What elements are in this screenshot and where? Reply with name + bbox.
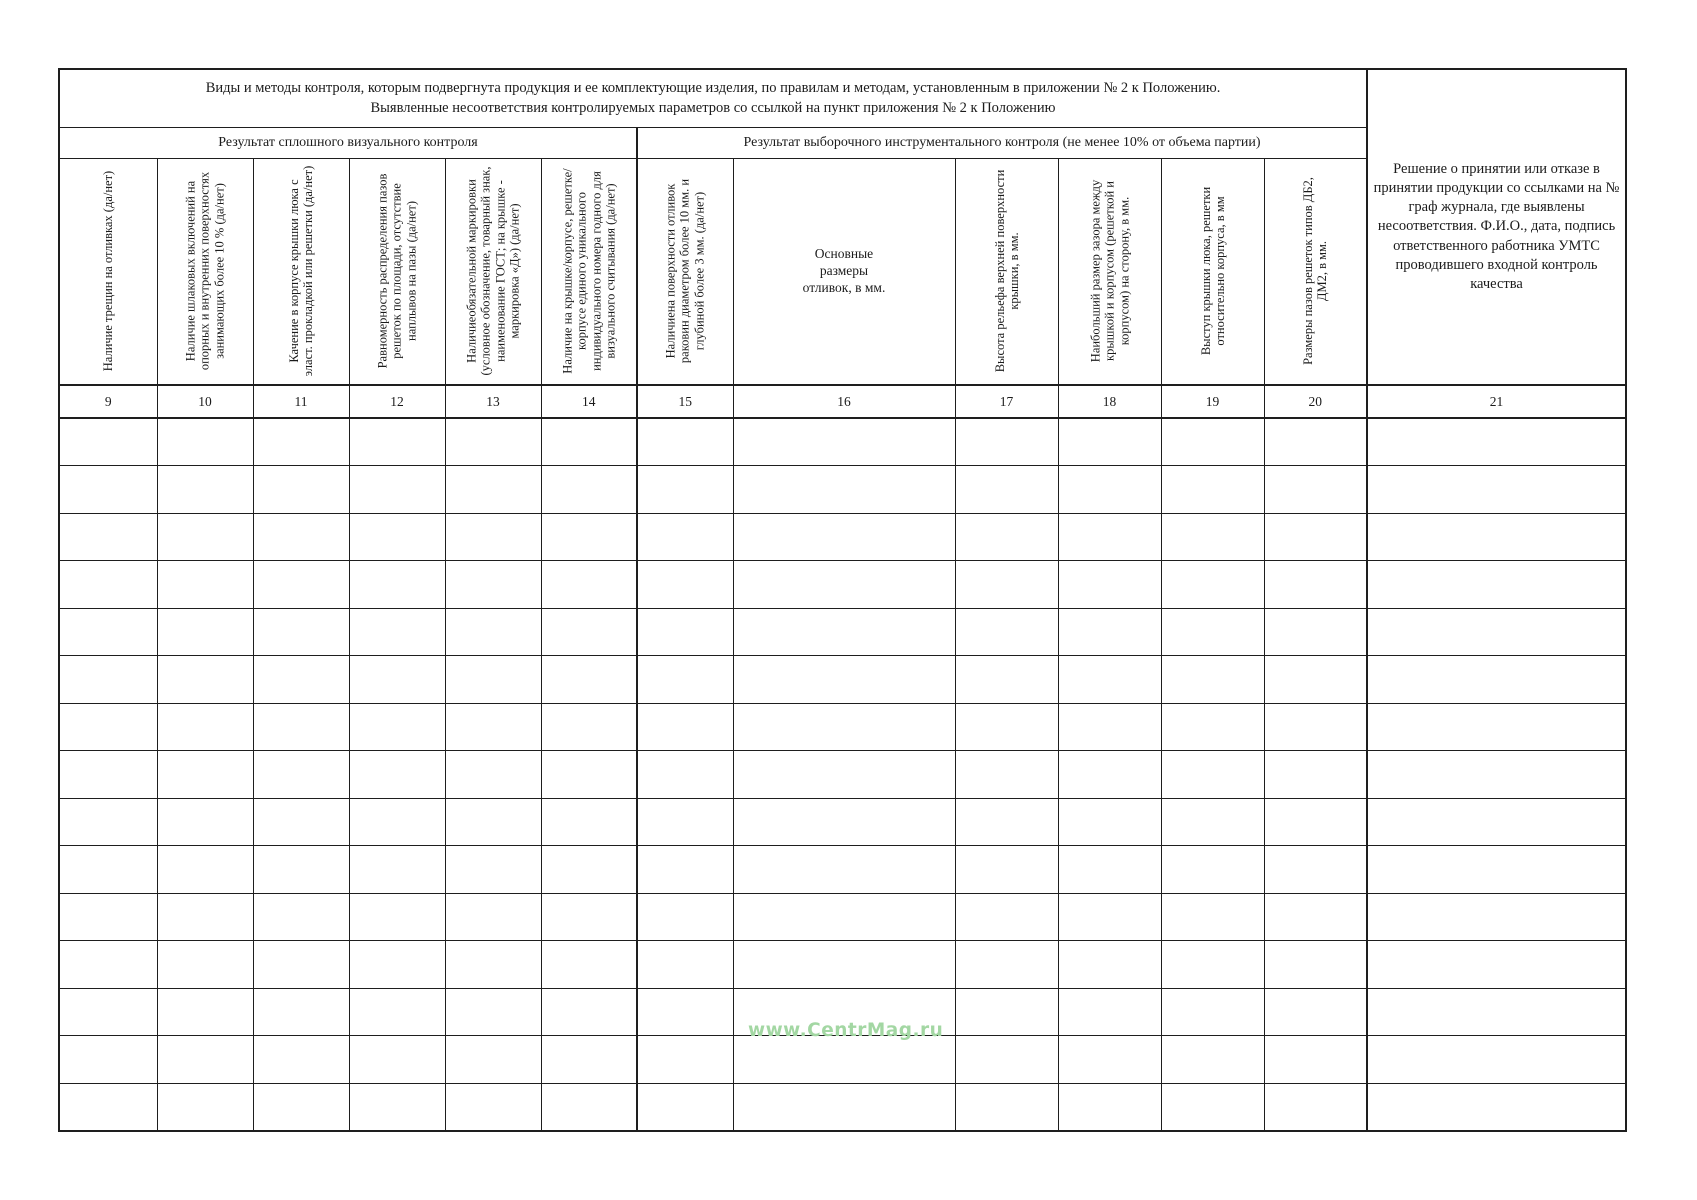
empty-cell [349,656,445,704]
empty-cell [1161,703,1264,751]
empty-cell [1161,988,1264,1036]
empty-cell [1058,893,1161,941]
empty-cell [157,941,253,989]
column-number-17: 17 [955,385,1058,418]
empty-cell [541,1036,637,1084]
empty-cell [1264,418,1367,466]
empty-cell [445,561,541,609]
table-row [59,608,1626,656]
empty-cell [445,466,541,514]
empty-cell [59,703,157,751]
main-header-line2: Выявленные несоответствия контролируемых параметров со ссылкой на пункт приложения № 2 к Положению [370,100,1056,117]
empty-cell [1161,466,1264,514]
empty-cell [59,513,157,561]
empty-cell [1264,941,1367,989]
empty-cell [637,941,733,989]
empty-cell [733,466,955,514]
empty-cell [733,561,955,609]
empty-cell [1161,798,1264,846]
column-number-20: 20 [1264,385,1367,418]
empty-cell [1264,988,1367,1036]
empty-cell [637,703,733,751]
empty-cell [253,798,349,846]
empty-cell [1367,703,1626,751]
empty-cell [59,1036,157,1084]
column-header-15: Наличиена поверхности отливок раковин диаметром более 10 мм. и глубиной более 3 мм. (да/нет) [637,158,733,385]
empty-cell [253,418,349,466]
column-header-18: Наибольший размер зазора между крышкой и корпусом (решеткой и корпусом) на сторону, в мм. [1058,158,1161,385]
empty-cell [541,893,637,941]
empty-cell [1264,1083,1367,1131]
empty-cell [541,703,637,751]
empty-cell [733,1036,955,1084]
table-row [59,656,1626,704]
column-number-16: 16 [733,385,955,418]
empty-cell [445,1036,541,1084]
column-header-16: Основные размеры отливок, в мм. [733,158,955,385]
empty-cell [1058,608,1161,656]
table-row [59,513,1626,561]
empty-cell [1161,561,1264,609]
empty-cell [1161,893,1264,941]
empty-cell [733,608,955,656]
column-header-10: Наличие шлаковых включений на опорных и внутренних поверхностях занимающих более 10 % (да/нет) [157,158,253,385]
empty-cell [955,656,1058,704]
empty-cell [955,1083,1058,1131]
empty-cell [1367,751,1626,799]
empty-cell [253,941,349,989]
column-header-12: Равномерность распределения пазов решеток по площади, отсутствие наплывов на пазы (да/нет) [349,158,445,385]
empty-cell [955,798,1058,846]
empty-cell [955,846,1058,894]
control-journal-table [58,68,1627,1132]
empty-cell [59,418,157,466]
empty-cell [59,466,157,514]
empty-cell [349,466,445,514]
empty-cell [955,466,1058,514]
empty-cell [1367,656,1626,704]
column-number-9: 9 [59,385,157,418]
empty-cell [157,513,253,561]
empty-cell [733,751,955,799]
empty-cell [445,893,541,941]
empty-cell [1367,798,1626,846]
empty-cell [1058,751,1161,799]
section-header-instrumental: Результат выборочного инструментального контроля (не менее 10% от объема партии) [637,127,1367,158]
empty-cell [59,608,157,656]
centrmag-watermark: www.CentrMag.ru [748,1020,944,1041]
section-header-visual: Результат сплошного визуального контроля [59,127,637,158]
table-row [59,466,1626,514]
empty-cell [1058,561,1161,609]
empty-cell [1264,466,1367,514]
empty-cell [349,941,445,989]
table-row [59,561,1626,609]
empty-cell [637,466,733,514]
empty-cell [445,798,541,846]
empty-cell [445,656,541,704]
table-row [59,418,1626,466]
empty-cell [1161,1083,1264,1131]
table-row [59,893,1626,941]
empty-cell [349,608,445,656]
empty-cell [253,846,349,894]
empty-cell [733,798,955,846]
empty-cell [253,561,349,609]
column-number-21: 21 [1367,385,1626,418]
empty-cell [1264,893,1367,941]
empty-cell [445,941,541,989]
empty-cell [541,608,637,656]
empty-cell [59,656,157,704]
empty-cell [349,893,445,941]
empty-cell [349,561,445,609]
column-number-18: 18 [1058,385,1161,418]
empty-cell [157,561,253,609]
empty-cell [445,418,541,466]
empty-cell [541,751,637,799]
table-row [59,1036,1626,1084]
column-number-14: 14 [541,385,637,418]
empty-cell [955,561,1058,609]
empty-cell [541,466,637,514]
column-header-11: Качение в корпусе крышки люка с эласт. прокладкой или решетки (да/нет) [253,158,349,385]
empty-cell [349,418,445,466]
empty-cell [157,1083,253,1131]
empty-cell [445,608,541,656]
empty-cell [637,1036,733,1084]
empty-cell [349,988,445,1036]
empty-cell [1058,846,1161,894]
empty-cell [1367,846,1626,894]
empty-cell [541,988,637,1036]
empty-cell [1161,656,1264,704]
empty-cell [955,418,1058,466]
empty-cell [1264,751,1367,799]
empty-cell [1367,561,1626,609]
empty-cell [1058,941,1161,989]
empty-cell [955,703,1058,751]
empty-cell [637,561,733,609]
empty-cell [955,941,1058,989]
empty-cell [733,893,955,941]
empty-cell [157,1036,253,1084]
empty-cell [733,513,955,561]
empty-cell [1161,608,1264,656]
empty-cell [1058,1083,1161,1131]
empty-cell [733,703,955,751]
empty-cell [157,751,253,799]
empty-cell [955,751,1058,799]
empty-cell [1058,656,1161,704]
empty-cell [541,941,637,989]
empty-cell [955,513,1058,561]
column-header-9: Наличие трещин на отливках (да/нет) [59,158,157,385]
empty-cell [1058,703,1161,751]
empty-cell [157,466,253,514]
empty-cell [59,893,157,941]
table-main-header [59,69,1367,127]
empty-cell [1161,941,1264,989]
empty-cell [955,988,1058,1036]
empty-cell [541,798,637,846]
empty-cell [955,608,1058,656]
empty-cell [637,798,733,846]
empty-cell [1161,513,1264,561]
empty-cell [253,608,349,656]
empty-cell [1161,1036,1264,1084]
empty-cell [1367,466,1626,514]
table-row [59,988,1626,1036]
empty-cell [1367,988,1626,1036]
empty-cell [59,941,157,989]
empty-cell [1367,608,1626,656]
empty-cell [1264,1036,1367,1084]
empty-cell [1367,1036,1626,1084]
empty-cell [541,561,637,609]
empty-cell [253,1036,349,1084]
empty-cell [445,846,541,894]
empty-cell [733,418,955,466]
empty-cell [253,751,349,799]
empty-cell [1058,1036,1161,1084]
empty-cell [955,1036,1058,1084]
empty-cell [541,656,637,704]
empty-cell [1058,988,1161,1036]
empty-cell [445,703,541,751]
empty-cell [349,1036,445,1084]
empty-cell [733,1083,955,1131]
column-number-row [59,385,1626,418]
empty-cell [541,513,637,561]
empty-cell [157,418,253,466]
column-header-20: Размеры пазов решеток типов ДБ2, ДМ2, в мм. [1264,158,1367,385]
empty-cell [1058,466,1161,514]
table-row [59,941,1626,989]
main-header-line1: Виды и методы контроля, которым подвергнута продукция и ее комплектующие изделия, по правилам и методам, установленным в приложении № 2 к Положению. [205,79,1221,96]
empty-cell [253,1083,349,1131]
empty-cell [1058,418,1161,466]
empty-cell [59,988,157,1036]
empty-cell [541,418,637,466]
empty-cell [349,703,445,751]
table-row [59,703,1626,751]
empty-cell [253,656,349,704]
table-row [59,1083,1626,1131]
empty-cell [1264,513,1367,561]
empty-cell [1058,798,1161,846]
table-row [59,751,1626,799]
column-header-19: Выступ крышки люка, решетки относительно корпуса, в мм [1161,158,1264,385]
empty-cell [1161,751,1264,799]
empty-cell [955,893,1058,941]
empty-cell [349,798,445,846]
empty-cell [59,751,157,799]
empty-cell [637,988,733,1036]
empty-cell [1161,418,1264,466]
empty-cell [445,751,541,799]
empty-cell [59,1083,157,1131]
empty-cell [733,656,955,704]
empty-cell [733,988,955,1036]
empty-cell [733,941,955,989]
empty-cell [157,846,253,894]
empty-cell [253,466,349,514]
empty-cell [349,846,445,894]
empty-cell [1264,798,1367,846]
empty-cell [349,1083,445,1131]
empty-cell [157,893,253,941]
empty-cell [445,988,541,1036]
empty-cell [637,1083,733,1131]
empty-cell [637,893,733,941]
empty-cell [1367,1083,1626,1131]
column-number-10: 10 [157,385,253,418]
column-number-11: 11 [253,385,349,418]
column-number-12: 12 [349,385,445,418]
empty-cell [1264,561,1367,609]
decision-column-header [1367,69,1626,385]
empty-cell [157,656,253,704]
column-number-15: 15 [637,385,733,418]
empty-cell [541,846,637,894]
empty-cell [253,513,349,561]
empty-cell [59,798,157,846]
empty-cell [1367,513,1626,561]
empty-cell [253,893,349,941]
empty-cell [1264,703,1367,751]
empty-cell [59,846,157,894]
empty-cell [1367,418,1626,466]
empty-cell [1161,846,1264,894]
empty-cell [1367,941,1626,989]
column-number-13: 13 [445,385,541,418]
empty-cell [637,513,733,561]
table-row [59,846,1626,894]
empty-cell [349,513,445,561]
empty-cell [1367,893,1626,941]
column-header-14: Наличие на крышке/корпусе, решетке/корпусе единого уникального индивидуального номера годного для визуального считывания (да/нет) [541,158,637,385]
empty-cell [445,1083,541,1131]
column-number-19: 19 [1161,385,1264,418]
empty-cell [1264,608,1367,656]
column-header-13: Наличиеобязательной маркировки (условное обозначение, товарный знак, наименование ГОСТ; на крышке - маркировка «Д») (да/нет) [445,158,541,385]
decision-header-text: Решение о принятии или отказе в принятии продукции со ссылками на № граф журнала, где выявлены несоответствия. Ф.И.О., дата, подпись ответственного работника УМТС проводившего входной контроль качества [1373,161,1620,292]
empty-cell [1264,846,1367,894]
empty-cell [253,988,349,1036]
empty-cell [637,656,733,704]
empty-cell [157,988,253,1036]
table-row [59,798,1626,846]
empty-cell [637,608,733,656]
empty-cell [541,1083,637,1131]
empty-cell [637,418,733,466]
empty-cell [157,798,253,846]
empty-cell [733,846,955,894]
empty-cell [445,513,541,561]
empty-cell [59,561,157,609]
empty-cell [349,751,445,799]
empty-cell [1264,656,1367,704]
empty-cell [637,846,733,894]
empty-cell [1058,513,1161,561]
empty-cell [157,608,253,656]
column-header-17: Высота рельефа верхней поверхности крышки, в мм. [955,158,1058,385]
empty-cell [253,703,349,751]
empty-cell [637,751,733,799]
empty-cell [157,703,253,751]
